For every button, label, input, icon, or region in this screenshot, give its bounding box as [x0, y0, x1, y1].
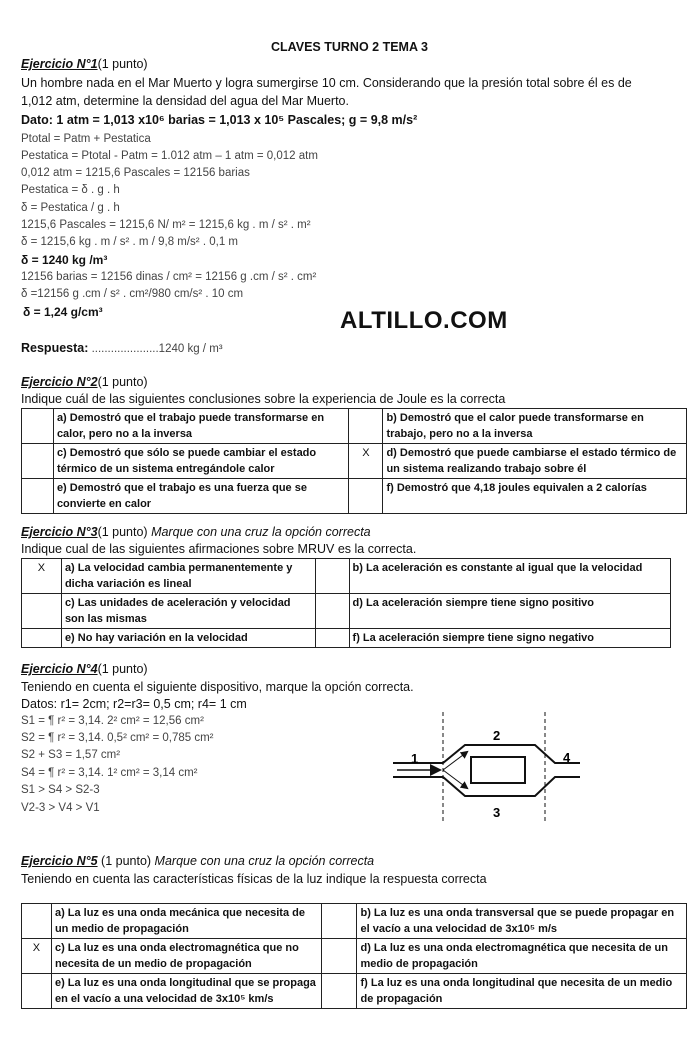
ex4-heading: Ejercicio N°4: [21, 662, 98, 676]
ex3-mark[interactable]: [315, 629, 349, 648]
diagram-label-2: 2: [493, 728, 501, 743]
ex1-text-1: Un hombre nada en el Mar Muerto y logra sumergirse 10 cm. Considerando que la presión total sobre él es de: [21, 76, 632, 90]
ex2-mark[interactable]: [349, 409, 383, 444]
ex4-datos: Datos: r1= 2cm; r2=r3= 0,5 cm; r4= 1 cm: [21, 697, 247, 711]
watermark: ALTILLO.COM: [340, 307, 508, 334]
ex3-option: a) La velocidad cambia permanentemente y dicha variación es lineal: [61, 559, 315, 594]
ex1-answer: [21, 341, 223, 355]
ex3-mark[interactable]: X: [22, 559, 62, 594]
ex3-mark[interactable]: [22, 629, 62, 648]
ex5-option: a) La luz es una onda mecánica que necesita de un medio de propagación: [51, 904, 321, 939]
ex1-line: δ = 1,24 g/cm³: [23, 305, 103, 319]
ex2-mark[interactable]: X: [349, 444, 383, 479]
ex5-mark[interactable]: [22, 974, 52, 1009]
ex5-instruction: Marque con una cruz la opción correcta: [151, 854, 375, 868]
ex1-answer-label: Respuesta:: [21, 341, 89, 355]
ex5-points: (1 punto): [97, 854, 152, 868]
ex1-line: δ = 1240 kg /m³: [21, 253, 108, 267]
ex5-prompt: Teniendo en cuenta las características físicas de la luz indique la respuesta correcta: [21, 872, 487, 886]
ex1-answer-value: .....................1240 kg / m³: [88, 343, 223, 355]
table-row: [22, 904, 687, 939]
inner-block: [471, 757, 525, 783]
ex3-option: f) La aceleración siempre tiene signo negativo: [349, 629, 670, 648]
table-row: [22, 629, 671, 648]
table-row: [22, 974, 687, 1009]
table-row: [22, 444, 687, 479]
ex1-line: δ = 1215,6 kg . m / s² . m / 9,8 m/s² . 0,1 m: [21, 236, 238, 248]
ex1-line: Pestatica = δ . g . h: [21, 184, 120, 196]
ex2-mark[interactable]: [22, 444, 54, 479]
table-row: [22, 594, 671, 629]
ex5-mark[interactable]: [321, 974, 357, 1009]
ex5-option: e) La luz es una onda longitudinal que se propaga en el vacío a una velocidad de 3x10⁵ km/s: [51, 974, 321, 1009]
ex2-mark[interactable]: [22, 409, 54, 444]
ex5-option: c) La luz es una onda electromagnética que no necesita de un medio de propagación: [51, 939, 321, 974]
ex1-line: 12156 barias = 12156 dinas / cm² = 12156 g .cm / s² . cm²: [21, 271, 317, 283]
ex3-option: b) La aceleración es constante al igual que la velocidad: [349, 559, 670, 594]
ex5-heading-line: [21, 854, 374, 868]
ex1-heading: Ejercicio N°1: [21, 57, 98, 71]
table-row: [22, 559, 671, 594]
pipe-diagram: [385, 710, 585, 825]
ex5-heading: Ejercicio N°5: [21, 854, 98, 868]
table-row: [22, 409, 687, 444]
ex4-line: S2 + S3 = 1,57 cm²: [21, 749, 121, 761]
ex3-prompt: Indique cual de las siguientes afirmaciones sobre MRUV es la correcta.: [21, 542, 417, 556]
ex2-points: (1 punto): [97, 375, 148, 389]
ex3-mark[interactable]: [315, 559, 349, 594]
ex3-points: (1 punto): [97, 525, 148, 539]
ex1-line: δ =12156 g .cm / s² . cm²/980 cm/s² . 10 cm: [21, 288, 244, 300]
ex2-option: f) Demostró que 4,18 joules equivalen a 2 calorías: [383, 479, 687, 514]
table-row: [22, 479, 687, 514]
ex2-prompt: Indique cuál de las siguientes conclusiones sobre la experiencia de Joule es la correcta: [21, 392, 506, 406]
ex1-line: Pestatica = Ptotal - Patm = 1.012 atm – 1 atm = 0,012 atm: [21, 150, 318, 162]
ex1-line: 1215,6 Pascales = 1215,6 N/ m² = 1215,6 kg . m / s² . m²: [21, 219, 311, 231]
ex4-line: S1 = ¶ r² = 3,14. 2² cm² = 12,56 cm²: [21, 715, 204, 727]
ex2-option: c) Demostró que sólo se puede cambiar el estado térmico de un sistema entregándole calor: [53, 444, 349, 479]
ex2-heading-line: [21, 375, 148, 389]
ex5-mark[interactable]: [321, 939, 357, 974]
table-row: [22, 939, 687, 974]
ex5-option: f) La luz es una onda longitudinal que necesita de un medio de propagación: [357, 974, 687, 1009]
ex2-option: b) Demostró que el calor puede transformarse en trabajo, pero no a la inversa: [383, 409, 687, 444]
ex1-points: (1 punto): [97, 57, 148, 71]
ex3-option: d) La aceleración siempre tiene signo positivo: [349, 594, 670, 629]
ex5-option: b) La luz es una onda transversal que se puede propagar en el vacío a una velocidad de 3x10⁵ m/s: [357, 904, 687, 939]
ex4-line: S1 > S4 > S2-3: [21, 784, 100, 796]
ex1-line: 0,012 atm = 1215,6 Pascales = 12156 barias: [21, 167, 250, 179]
ex4-line: S2 = ¶ r² = 3,14. 0,5² cm² = 0,785 cm²: [21, 732, 214, 744]
diagram-label-3: 3: [493, 805, 501, 820]
page-title: CLAVES TURNO 2 TEMA 3: [271, 40, 428, 54]
ex1-text-2: 1,012 atm, determine la densidad del agua del Mar Muerto.: [21, 94, 349, 108]
ex5-mark[interactable]: X: [22, 939, 52, 974]
ex3-heading: Ejercicio N°3: [21, 525, 98, 539]
ex4-heading-line: [21, 662, 148, 676]
ex3-mark[interactable]: [315, 594, 349, 629]
diagram-label-1: 1: [411, 751, 419, 766]
ex2-option: e) Demostró que el trabajo es una fuerza que se convierte en calor: [53, 479, 349, 514]
ex4-line: V2-3 > V4 > V1: [21, 802, 100, 814]
ex2-mark[interactable]: [22, 479, 54, 514]
ex1-line: δ = Pestatica / g . h: [21, 202, 120, 214]
ex3-option: c) Las unidades de aceleración y velocidad son las mismas: [61, 594, 315, 629]
ex1-line: Ptotal = Patm + Pestatica: [21, 133, 151, 145]
ex2-mark[interactable]: [349, 479, 383, 514]
ex2-option: a) Demostró que el trabajo puede transformarse en calor, pero no a la inversa: [53, 409, 349, 444]
ex2-options-table: [21, 408, 687, 514]
ex2-heading: Ejercicio N°2: [21, 375, 98, 389]
ex4-prompt: Teniendo en cuenta el siguiente dispositivo, marque la opción correcta.: [21, 680, 414, 694]
ex3-heading-line: [21, 525, 371, 539]
ex5-option: d) La luz es una onda electromagnética que necesita de un medio de propagación: [357, 939, 687, 974]
ex5-mark[interactable]: [22, 904, 52, 939]
ex3-instruction: Marque con una cruz la opción correcta: [147, 525, 371, 539]
diagram-label-4: 4: [563, 750, 571, 765]
ex5-mark[interactable]: [321, 904, 357, 939]
ex3-options-table: [21, 558, 671, 648]
ex1-heading-line: [21, 57, 148, 71]
ex4-line: S4 = ¶ r² = 3,14. 1² cm² = 3,14 cm²: [21, 767, 198, 779]
ex2-option: d) Demostró que puede cambiarse el estado térmico de un sistema realizando trabajo sobre él: [383, 444, 687, 479]
ex3-option: e) No hay variación en la velocidad: [61, 629, 315, 648]
ex3-mark[interactable]: [22, 594, 62, 629]
ex5-options-table: [21, 903, 687, 1009]
ex1-dato: Dato: 1 atm = 1,013 x10⁶ barias = 1,013 x 10⁵ Pascales; g = 9,8 m/s²: [21, 113, 418, 127]
ex4-points: (1 punto): [97, 662, 148, 676]
